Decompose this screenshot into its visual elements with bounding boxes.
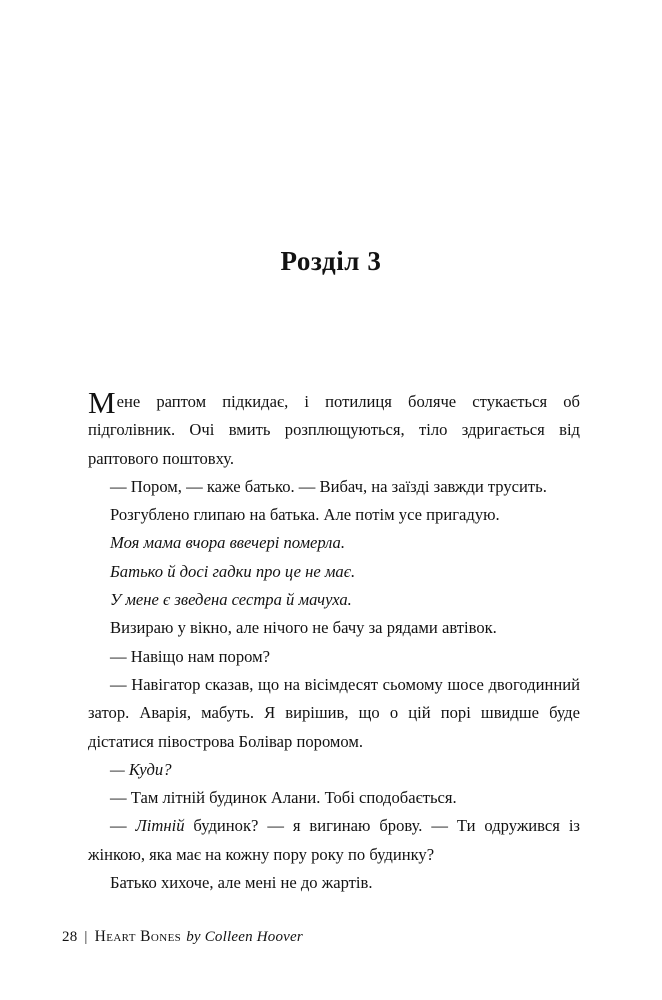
drop-cap: М <box>88 385 116 420</box>
paragraph: — Там літній будинок Алани. Тобі сподобається. <box>110 788 457 808</box>
page-footer <box>62 928 602 946</box>
paragraph: — Пором, — каже батько. — Вибач, на заїзді завжди трусить. <box>110 476 547 496</box>
paragraph: Батько й досі гадки про це не має. <box>110 561 356 581</box>
emphasised-word: Літній <box>135 816 185 836</box>
paragraph: Визираю у вікно, але нічого не бачу за рядами автівок. <box>110 618 497 638</box>
body-text <box>88 385 580 897</box>
paragraph: — Навіщо нам пором? <box>110 646 270 666</box>
paragraph: Розгублено глипаю на батька. Але потім усе пригадую. <box>110 505 500 525</box>
paragraph: Батько хихоче, але мені не до жартів. <box>110 873 373 893</box>
footer-byline: by Colleen Hoover <box>186 929 303 945</box>
paragraph: — Куди? <box>110 759 172 779</box>
paragraph <box>88 385 580 473</box>
paragraph: У мене є зведена сестра й мачуха. <box>110 590 352 610</box>
footer-book-title: Heart Bones <box>94 928 182 945</box>
footer-separator: | <box>84 929 88 945</box>
paragraph: Моя мама вчора ввечері померла. <box>110 533 345 553</box>
paragraph: — Навігатор сказав, що на вісімдесят сьомому шосе двогодинний затор. Аварія, мабуть. Я вирішив, що о цій порі швидше буде дістатися півострова Болівар поромом. <box>88 674 580 751</box>
paragraph-text: ене раптом підкидає, і потилиця боляче стукається об підголівник. Очі вмить розплющуються, тіло здригається від раптового поштовху. <box>88 392 580 468</box>
page-number: 28 <box>62 929 78 945</box>
chapter-title: Розділ 3 <box>280 246 382 276</box>
paragraph: — Літній будинок? — я вигинаю брову. — Ти одружився із жінкою, яка має на кожну пору року по будинку? <box>88 816 580 864</box>
